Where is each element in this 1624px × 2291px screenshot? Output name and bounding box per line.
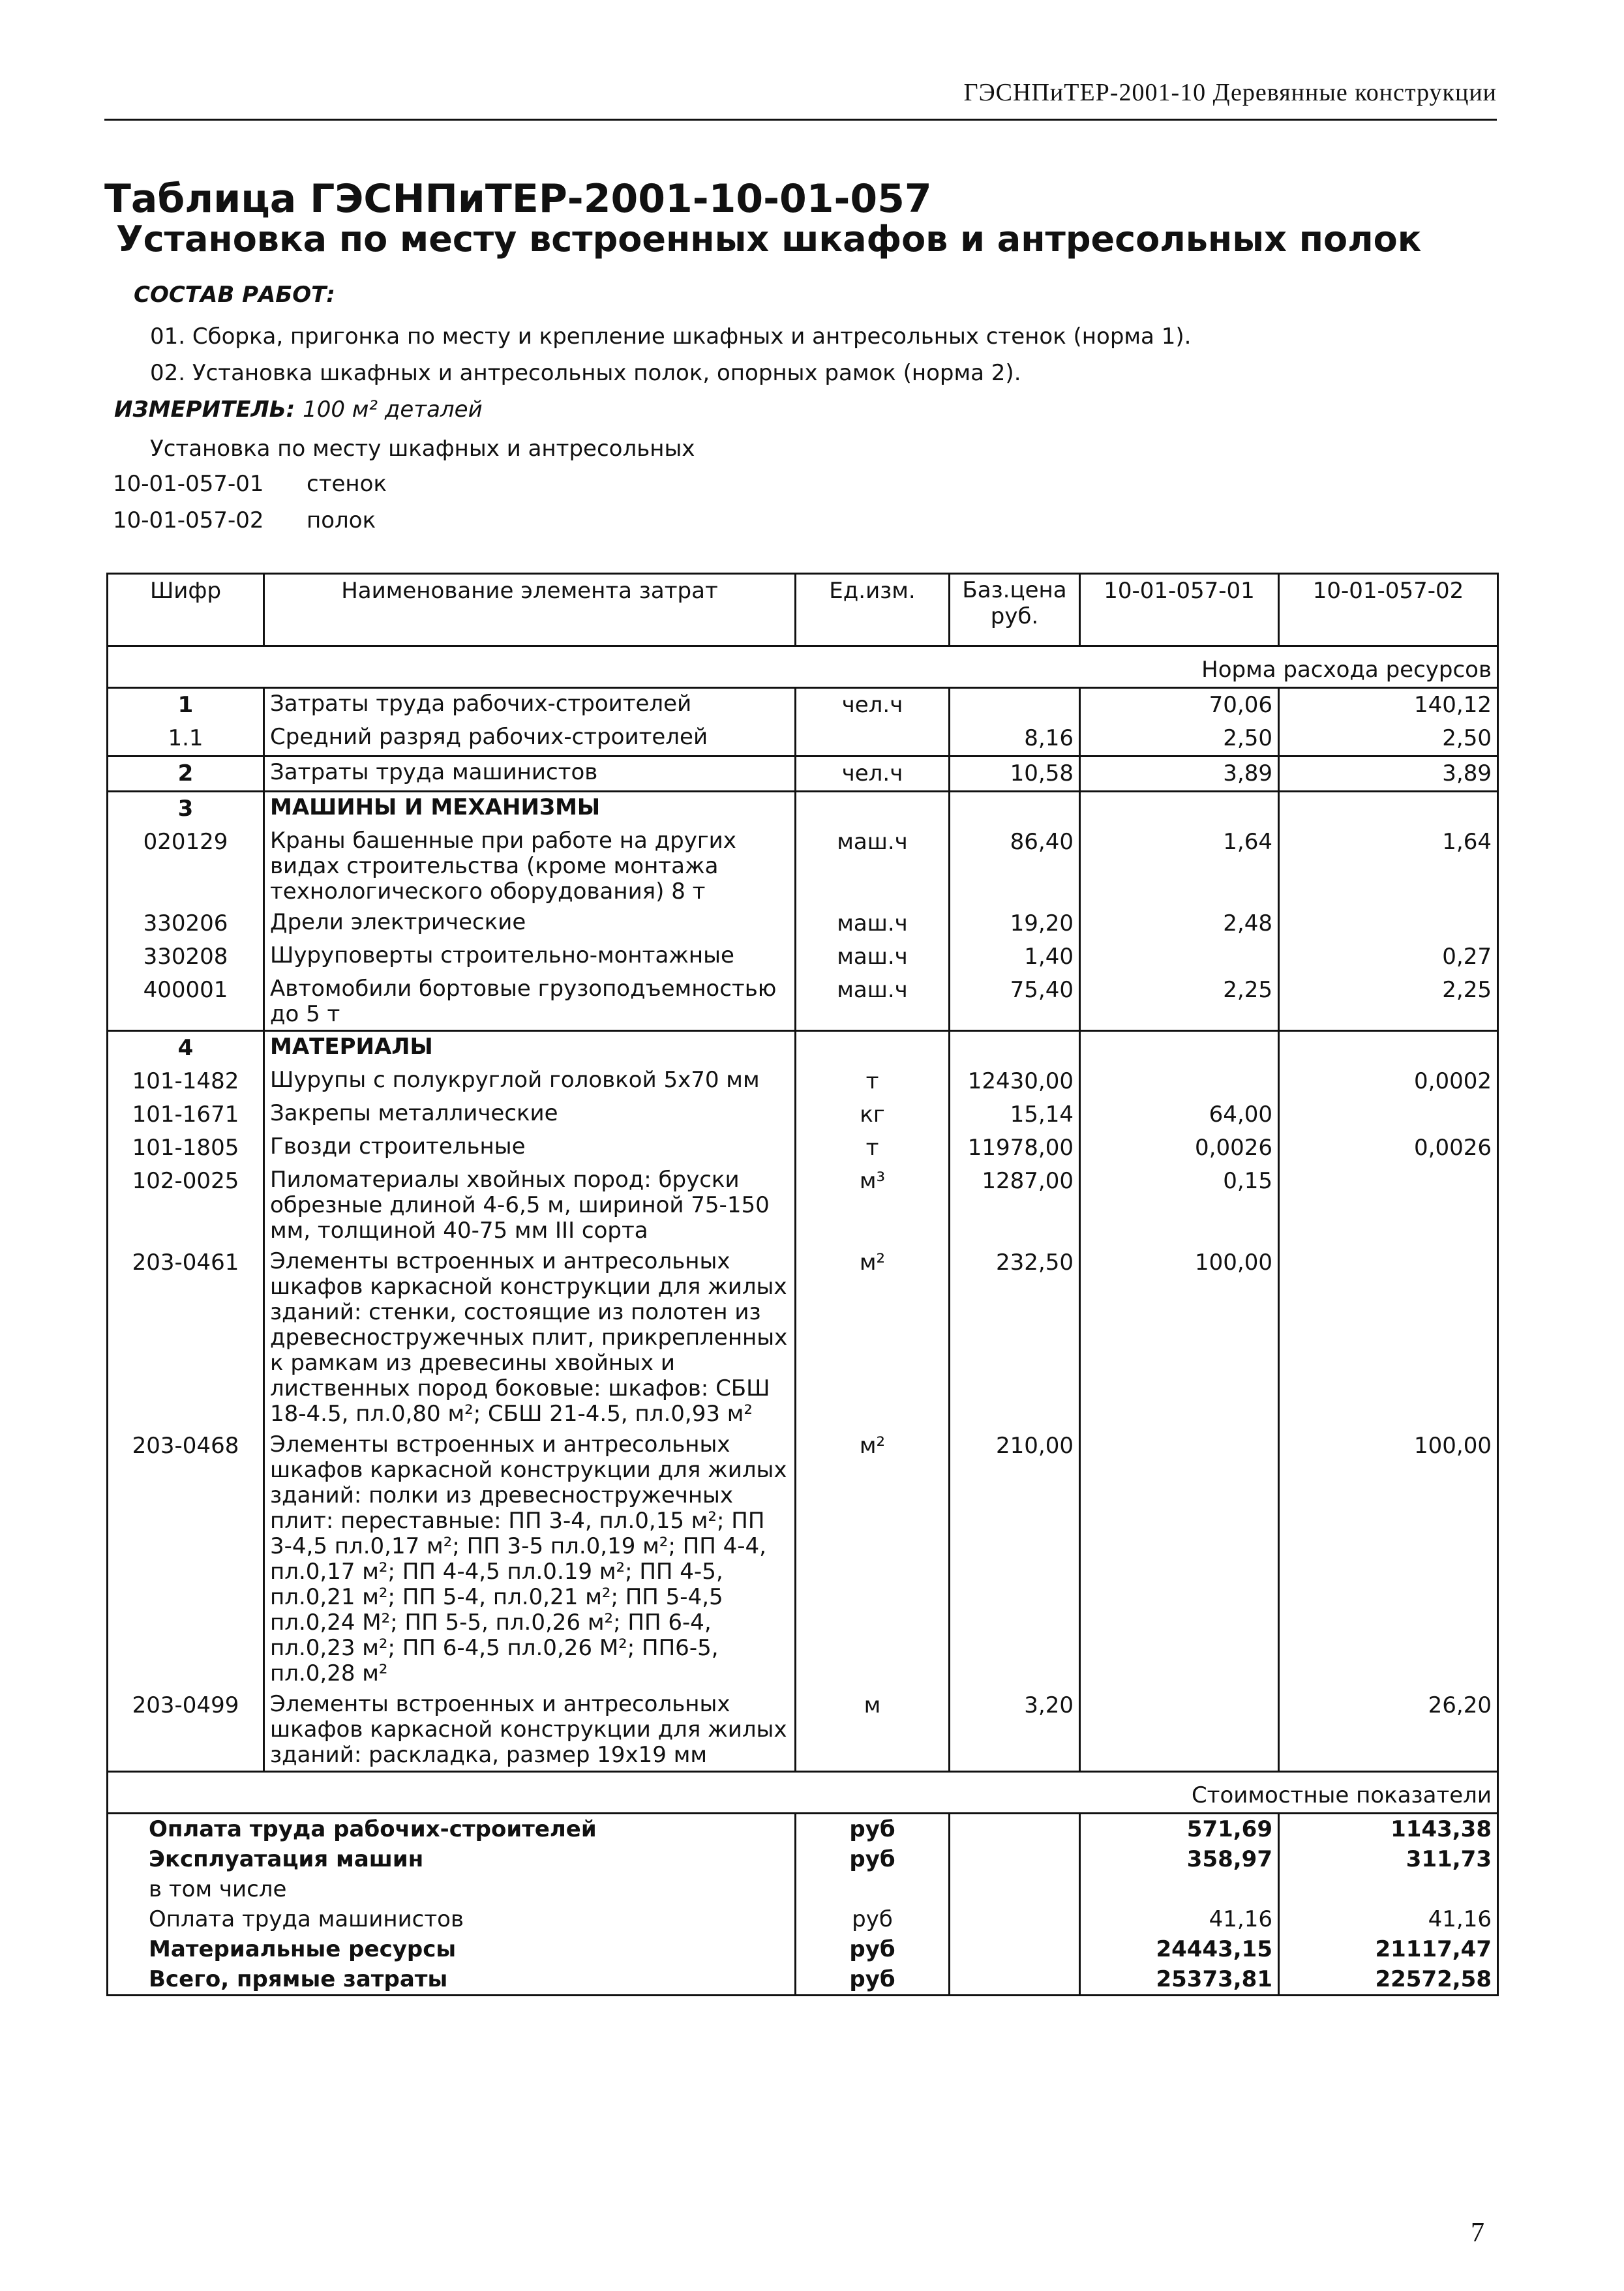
norm-code-2: 10-01-057-02 (113, 507, 264, 533)
row-name: Затраты труда рабочих-строителей (264, 688, 796, 723)
cost-row (108, 1934, 1498, 1964)
row-norm-1: 100,00 (1080, 1246, 1279, 1430)
cost-price-empty (950, 1964, 1080, 1996)
row-norm-1 (1080, 1065, 1279, 1098)
row-price (950, 792, 1080, 826)
row-name: Элементы встроенных и антресольных шкафов каркасной конструкции для жилых зданий: стенки, состоящие из полотен из древесностружечных плит, прикрепленных к рамкам из древесины хвойных и лиственных пород боковые: шкафов: СБШ 18-4.5, пл.0,80 м²; СБШ 21-4.5, пл.0,93 м² (264, 1246, 796, 1430)
row-unit: маш.ч (796, 974, 950, 1031)
row-name: Шуруповерты строительно-монтажные (264, 940, 796, 974)
row-norm-1: 0,0026 (1080, 1131, 1279, 1165)
row-code: 101-1482 (108, 1065, 264, 1098)
row-unit: м³ (796, 1165, 950, 1246)
row-norm-1 (1080, 1430, 1279, 1689)
row-norm-2: 3,89 (1279, 756, 1498, 792)
table-row (108, 792, 1498, 826)
row-code: 4 (108, 1031, 264, 1066)
row-norm-1: 2,48 (1080, 907, 1279, 940)
row-name: МАТЕРИАЛЫ (264, 1031, 796, 1066)
row-unit: чел.ч (796, 688, 950, 723)
row-norm-2 (1279, 1246, 1498, 1430)
row-price: 232,50 (950, 1246, 1080, 1430)
cost-unit: руб (796, 1934, 950, 1964)
row-name: Средний разряд рабочих-строителей (264, 722, 796, 756)
row-norm-1: 3,89 (1080, 756, 1279, 792)
cost-name: в том числе (108, 1874, 796, 1904)
row-price: 210,00 (950, 1430, 1080, 1689)
work-item-2: 02. Установка шкафных и антресольных полок, опорных рамок (норма 2). (150, 360, 1021, 386)
row-name: Гвозди строительные (264, 1131, 796, 1165)
norm-code-1: 10-01-057-01 (113, 471, 264, 497)
row-price: 1,40 (950, 940, 1080, 974)
row-price (950, 688, 1080, 723)
row-price: 10,58 (950, 756, 1080, 792)
row-code: 203-0468 (108, 1430, 264, 1689)
header-name: Наименование элемента затрат (264, 574, 796, 646)
cost-row (108, 1964, 1498, 1996)
row-norm-2: 140,12 (1279, 688, 1498, 723)
cost-name: Всего, прямые затраты (108, 1964, 796, 1996)
table-row (108, 688, 1498, 723)
table-row (108, 722, 1498, 756)
row-code: 203-0461 (108, 1246, 264, 1430)
table-row (108, 1246, 1498, 1430)
page-number: 7 (1471, 2218, 1484, 2248)
cost-price-empty (950, 1814, 1080, 1845)
cost-label: Стоимостные показатели (108, 1772, 1498, 1814)
table-row (108, 756, 1498, 792)
row-name: Элементы встроенных и антресольных шкафов каркасной конструкции для жилых зданий: полки из древесностружечных плит: переставные: ПП 3-4, пл.0,15 м²; ПП 3-4,5 пл.0,17 м²; ПП 3-5 пл.0,19 м²; ПП 4-4, пл.0,17 м²; ПП 4-4,5 пл.0.19 м²; ПП 4-5, пл.0,21 м²; ПП 5-4, пл.0,21 м²; ПП 5-4,5 пл.0,24 М²; ПП 5-5, пл.0,26 м²; ПП 6-4, пл.0,23 м²; ПП 6-4,5 пл.0,26 М²; ПП6-5, пл.0,28 м² (264, 1430, 796, 1689)
table-row (108, 1065, 1498, 1098)
work-item-1: 01. Сборка, пригонка по месту и крепление шкафных и антресольных стенок (норма 1). (150, 323, 1192, 350)
row-code: 1.1 (108, 722, 264, 756)
row-price: 11978,00 (950, 1131, 1080, 1165)
table-row (108, 1098, 1498, 1131)
row-norm-2 (1279, 792, 1498, 826)
row-code: 1 (108, 688, 264, 723)
row-unit (796, 792, 950, 826)
row-code: 400001 (108, 974, 264, 1031)
meter-value: 100 м² деталей (303, 397, 483, 423)
table-row (108, 1689, 1498, 1772)
table-row (108, 1165, 1498, 1246)
cost-unit: руб (796, 1844, 950, 1874)
row-norm-2: 26,20 (1279, 1689, 1498, 1772)
row-norm-1: 2,25 (1080, 974, 1279, 1031)
norm-name-1: стенок (307, 471, 387, 497)
cost-norm-1 (1080, 1874, 1279, 1904)
row-norm-2: 2,50 (1279, 722, 1498, 756)
row-unit: маш.ч (796, 826, 950, 907)
row-norm-2 (1279, 1031, 1498, 1066)
table-row (108, 826, 1498, 907)
row-price: 75,40 (950, 974, 1080, 1031)
norm-label-row (108, 646, 1498, 688)
row-norm-2 (1279, 1098, 1498, 1131)
row-norm-2 (1279, 1165, 1498, 1246)
running-header: ГЭСНПиТЕР-2001-10 Деревянные конструкции (963, 79, 1497, 106)
table-row (108, 940, 1498, 974)
row-norm-2 (1279, 907, 1498, 940)
meter-line (114, 397, 483, 423)
cost-unit: руб (796, 1904, 950, 1934)
row-norm-1 (1080, 1689, 1279, 1772)
header-norm-1: 10-01-057-01 (1080, 574, 1279, 646)
table-row (108, 974, 1498, 1031)
row-name: Автомобили бортовые грузоподъемностью до 5 т (264, 974, 796, 1031)
cost-row (108, 1844, 1498, 1874)
table-row (108, 1430, 1498, 1689)
row-norm-1: 64,00 (1080, 1098, 1279, 1131)
cost-price-empty (950, 1874, 1080, 1904)
works-label: СОСТАВ РАБОТ: (134, 282, 335, 308)
row-norm-1: 0,15 (1080, 1165, 1279, 1246)
row-unit: маш.ч (796, 907, 950, 940)
cost-norm-2: 22572,58 (1279, 1964, 1498, 1996)
header-unit: Ед.изм. (796, 574, 950, 646)
cost-norm-2: 21117,47 (1279, 1934, 1498, 1964)
row-unit: маш.ч (796, 940, 950, 974)
row-unit: кг (796, 1098, 950, 1131)
cost-norm-2: 41,16 (1279, 1904, 1498, 1934)
cost-norm-1: 571,69 (1080, 1814, 1279, 1845)
resource-table (106, 573, 1499, 1996)
header-divider (104, 119, 1497, 121)
table-row (108, 1131, 1498, 1165)
row-code: 102-0025 (108, 1165, 264, 1246)
row-name: МАШИНЫ И МЕХАНИЗМЫ (264, 792, 796, 826)
row-code: 330208 (108, 940, 264, 974)
row-norm-2: 0,0002 (1279, 1065, 1498, 1098)
row-unit: т (796, 1131, 950, 1165)
cost-name: Материальные ресурсы (108, 1934, 796, 1964)
row-name: Пиломатериалы хвойных пород: бруски обрезные длиной 4-6,5 м, шириной 75-150 мм, толщиной 40-75 мм III сорта (264, 1165, 796, 1246)
cost-name: Оплата труда рабочих-строителей (108, 1814, 796, 1845)
row-price: 86,40 (950, 826, 1080, 907)
cost-row (108, 1814, 1498, 1845)
cost-name: Эксплуатация машин (108, 1844, 796, 1874)
row-price: 8,16 (950, 722, 1080, 756)
row-code: 101-1671 (108, 1098, 264, 1131)
cost-norm-1: 25373,81 (1080, 1964, 1279, 1996)
row-norm-1 (1080, 1031, 1279, 1066)
row-unit: м² (796, 1430, 950, 1689)
row-unit: т (796, 1065, 950, 1098)
row-name: Краны башенные при работе на других видах строительства (кроме монтажа технологического оборудования) 8 т (264, 826, 796, 907)
row-name: Закрепы металлические (264, 1098, 796, 1131)
row-price (950, 1031, 1080, 1066)
row-norm-1: 2,50 (1080, 722, 1279, 756)
table-id-title: Таблица ГЭСНПиТЕР-2001-10-01-057 (104, 176, 932, 222)
norm-label: Норма расхода ресурсов (108, 646, 1498, 688)
header-price: Баз.цена руб. (950, 574, 1080, 646)
row-name: Шурупы с полукруглой головкой 5х70 мм (264, 1065, 796, 1098)
row-price: 12430,00 (950, 1065, 1080, 1098)
cost-norm-2: 311,73 (1279, 1844, 1498, 1874)
row-name: Дрели электрические (264, 907, 796, 940)
row-price: 15,14 (950, 1098, 1080, 1131)
row-unit: м (796, 1689, 950, 1772)
row-name: Элементы встроенных и антресольных шкафов каркасной конструкции для жилых зданий: раскладка, размер 19х19 мм (264, 1689, 796, 1772)
row-price: 19,20 (950, 907, 1080, 940)
row-unit: м² (796, 1246, 950, 1430)
row-norm-1: 1,64 (1080, 826, 1279, 907)
cost-unit: руб (796, 1814, 950, 1845)
row-norm-1 (1080, 940, 1279, 974)
cost-label-row (108, 1772, 1498, 1814)
row-price: 3,20 (950, 1689, 1080, 1772)
row-norm-1: 70,06 (1080, 688, 1279, 723)
row-norm-2: 0,27 (1279, 940, 1498, 974)
row-code: 2 (108, 756, 264, 792)
cost-norm-1: 358,97 (1080, 1844, 1279, 1874)
cost-name: Оплата труда машинистов (108, 1904, 796, 1934)
header-norm-2: 10-01-057-02 (1279, 574, 1498, 646)
cost-unit (796, 1874, 950, 1904)
cost-row (108, 1874, 1498, 1904)
cost-price-empty (950, 1904, 1080, 1934)
row-norm-2: 1,64 (1279, 826, 1498, 907)
cost-row (108, 1904, 1498, 1934)
row-unit (796, 722, 950, 756)
row-norm-1 (1080, 792, 1279, 826)
cost-norm-2: 1143,38 (1279, 1814, 1498, 1845)
cost-norm-1: 24443,15 (1080, 1934, 1279, 1964)
meter-label: ИЗМЕРИТЕЛЬ: (114, 397, 295, 423)
cost-norm-2 (1279, 1874, 1498, 1904)
row-code: 203-0499 (108, 1689, 264, 1772)
row-norm-2: 0,0026 (1279, 1131, 1498, 1165)
row-norm-2: 2,25 (1279, 974, 1498, 1031)
table-row (108, 1031, 1498, 1066)
row-code: 3 (108, 792, 264, 826)
cost-price-empty (950, 1934, 1080, 1964)
cost-price-empty (950, 1844, 1080, 1874)
row-name: Затраты труда машинистов (264, 756, 796, 792)
cost-norm-1: 41,16 (1080, 1904, 1279, 1934)
row-unit: чел.ч (796, 756, 950, 792)
row-unit (796, 1031, 950, 1066)
header-code: Шифр (108, 574, 264, 646)
row-code: 020129 (108, 826, 264, 907)
row-code: 330206 (108, 907, 264, 940)
cost-unit: руб (796, 1964, 950, 1996)
row-price: 1287,00 (950, 1165, 1080, 1246)
row-code: 101-1805 (108, 1131, 264, 1165)
table-header-row (108, 574, 1498, 646)
table-row (108, 907, 1498, 940)
norms-intro: Установка по месту шкафных и антресольных (150, 436, 695, 462)
norm-name-2: полок (307, 507, 376, 533)
row-norm-2: 100,00 (1279, 1430, 1498, 1689)
table-name-title: Установка по месту встроенных шкафов и антресольных полок (116, 218, 1422, 260)
